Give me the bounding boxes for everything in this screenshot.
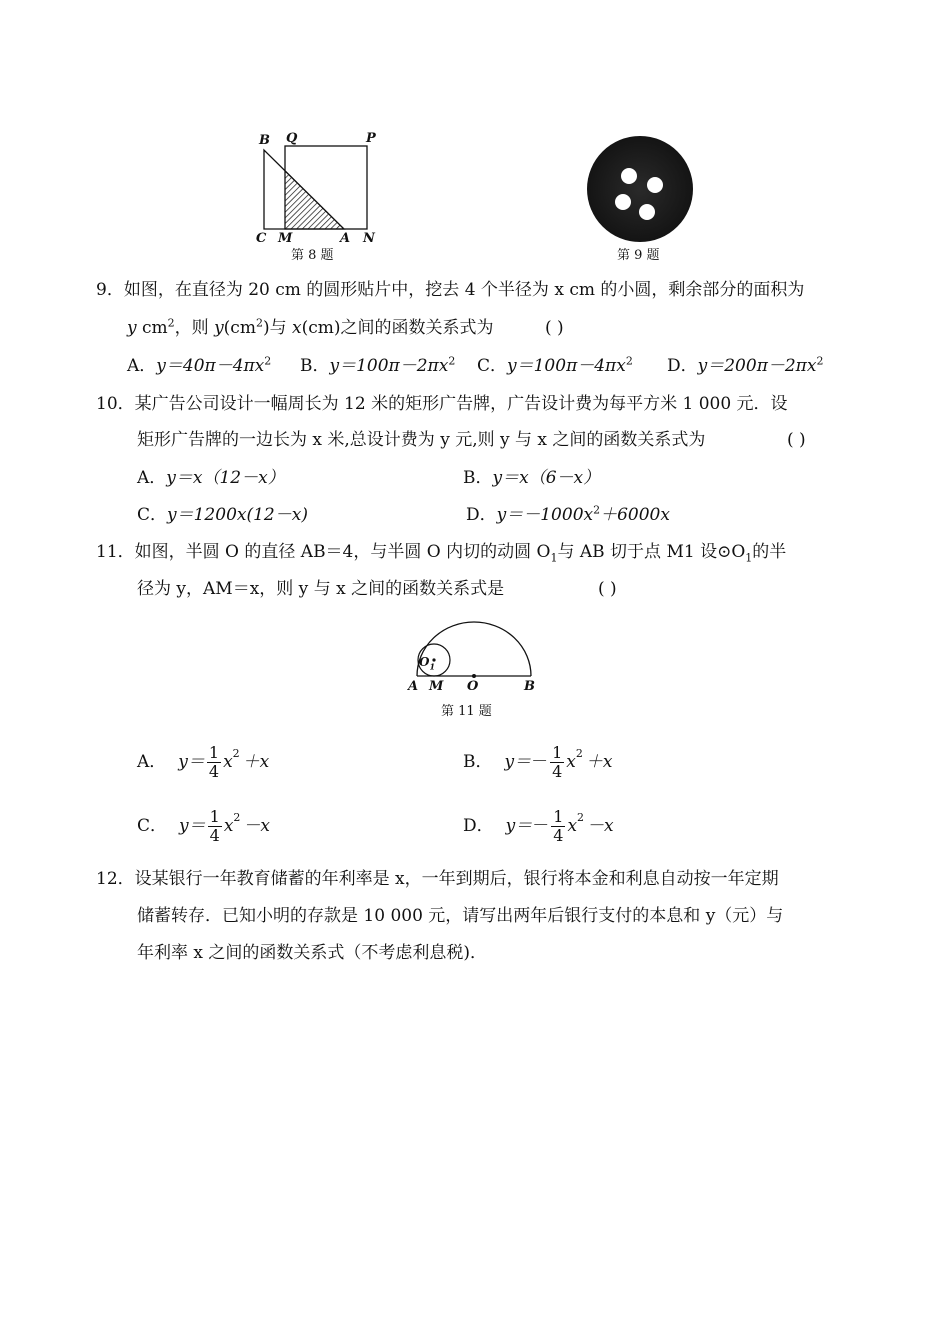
q9-text-then: ，则: [174, 318, 215, 338]
q12-line-3: [137, 941, 487, 965]
q9-number: 9．: [96, 280, 124, 300]
q10-option-D-expr: y＝－1000x: [496, 505, 594, 525]
q11-option-D-sign: －: [532, 816, 550, 836]
q12-stem-line2: 储蓄转存．已知小明的存款是 10 000 元，请写出两年后银行支付的本息和 y（元）与: [137, 906, 784, 926]
q9-option-D[interactable]: [667, 354, 823, 378]
q9-text-relation: (cm)之间的函数关系式为: [301, 318, 494, 338]
q10-option-B-expr: y＝x（6－x）: [492, 468, 601, 488]
figure-8: [250, 128, 390, 248]
q11-stem-line2: 径为 y，AM＝x，则 y 与 x 之间的函数关系式是: [137, 579, 505, 599]
q9-option-A-sup: 2: [264, 354, 272, 368]
q10-option-D-sup: 2: [593, 503, 601, 517]
q11-option-B-label: B．: [463, 752, 493, 772]
q10-option-C-expr: y＝1200x(12－x): [167, 505, 308, 525]
q9-unit-cm: cm: [136, 318, 168, 338]
q11-option-C[interactable]: C． y＝ $\frac{1}{4}$ x $^2$ －x: [137, 806, 270, 845]
q11-option-C-lhs: y＝: [179, 816, 206, 836]
q11-option-B-den: 4: [552, 761, 563, 781]
fig11-label-M: M: [429, 679, 444, 694]
fig11-label-A: A: [408, 679, 419, 694]
q9-sup: 2: [167, 316, 175, 330]
q11-option-A-fraction: [207, 744, 221, 781]
q10-option-D-label: D．: [466, 505, 497, 525]
q11-option-D-x: x: [567, 816, 578, 836]
q11-option-D-label: D．: [463, 816, 494, 836]
q9-option-B-sup: 2: [448, 354, 456, 368]
q9-line-2: [127, 316, 494, 340]
q11-option-B-x: x: [566, 752, 576, 772]
q11-option-D-den: 4: [553, 825, 564, 845]
fig8-label-C: C: [256, 231, 267, 246]
q10-number: 10．: [96, 394, 135, 414]
q10-option-A-label: A．: [137, 468, 167, 488]
q11-number: 11．: [96, 542, 135, 562]
figure-9: [585, 134, 695, 244]
q9-var-x: x: [292, 318, 302, 338]
q9-option-D-expr: y＝200π－2πx: [697, 356, 817, 376]
q11-line-1: [96, 540, 786, 564]
q11-option-A-den: 4: [208, 761, 220, 781]
fig8-label-P: P: [366, 131, 376, 146]
q12-number: 12．: [96, 869, 135, 889]
fig11-label-O1: $O_1$: [419, 655, 436, 672]
q9-option-D-sup: 2: [816, 354, 824, 368]
q11-option-A-x: x: [223, 752, 233, 772]
q11-option-C-den: 4: [209, 825, 220, 845]
q11-stem-c: 的半: [752, 542, 787, 562]
q12-line-2: [137, 904, 783, 928]
fig11-label-O: O: [467, 679, 479, 694]
q11-option-A-lhs: y＝: [178, 752, 205, 772]
q9-option-B-expr: y＝100π－2πx: [329, 356, 449, 376]
q10-stem-line2: 矩形广告牌的一边长为 x 米,总设计费为 y 元,则 y 与 x 之间的函数关系式为: [137, 430, 706, 450]
q10-option-A-expr: y＝x（12－x）: [166, 468, 285, 488]
q11-option-B-sign: －: [531, 752, 549, 772]
q9-var-y2: y: [214, 318, 224, 338]
figure-11: [405, 614, 545, 696]
q9-text-and: )与: [262, 318, 292, 338]
q9-option-A-label: A．: [127, 356, 157, 376]
fig8-label-M: M: [278, 231, 293, 246]
q10-option-C[interactable]: [137, 503, 308, 527]
fig8-label-A: A: [340, 231, 351, 246]
q11-sub-2: 1: [745, 551, 753, 565]
q9-option-C-expr: y＝100π－4πx: [507, 356, 626, 376]
q9-option-C-sup: 2: [625, 354, 633, 368]
q11-option-B-tail: ＋x: [585, 752, 613, 772]
q11-option-D-tail: －x: [587, 816, 614, 836]
q11-stem-a: 如图，半圆 O 的直径 AB＝4，与半圆 O 内切的动圆 O: [134, 542, 551, 562]
q10-option-D[interactable]: [466, 503, 670, 527]
q9-unit-cm2: (cm: [223, 318, 256, 338]
q11-line-2: [137, 577, 504, 601]
q9-option-D-label: D．: [667, 356, 698, 376]
q10-line-2: [137, 428, 705, 452]
q10-option-A[interactable]: [137, 466, 285, 490]
q11-option-B-lhs: y＝: [504, 752, 532, 772]
fig8-label-Q: Q: [286, 131, 298, 146]
q10-stem-line1: 某广告公司设计一幅周长为 12 米的矩形广告牌，广告设计费为每平方米 1 000 元．设: [134, 394, 788, 414]
q11-option-A-label: A．: [137, 752, 167, 772]
figure-8-diagram: [250, 128, 390, 248]
q11-option-C-label: C．: [137, 816, 168, 836]
q11-option-D-fraction: [551, 808, 565, 845]
figure-11-caption: 第 11 题: [441, 704, 492, 719]
q12-stem-line1: 设某银行一年教育储蓄的年利率是 x，一年到期后，银行将本金和利息自动按一年定期: [134, 869, 779, 889]
q9-sup2: 2: [255, 316, 263, 330]
q10-answer-paren[interactable]: ( ): [787, 430, 806, 450]
q11-option-C-num: 1: [209, 806, 220, 826]
q11-option-A-num: 1: [208, 742, 220, 762]
q10-option-C-label: C．: [137, 505, 168, 525]
q11-option-A-tail: ＋x: [242, 752, 270, 772]
q9-var-y: y: [127, 318, 137, 338]
q12-line-1: [96, 867, 779, 891]
q11-answer-paren[interactable]: ( ): [598, 579, 617, 599]
q11-sub-1: 1: [550, 551, 558, 565]
fig8-label-N: N: [363, 231, 375, 246]
figure-8-caption: 第 8 题: [291, 248, 334, 263]
q9-option-A-expr: y＝40π－4πx: [156, 356, 265, 376]
q11-option-D-num: 1: [553, 806, 564, 826]
q11-option-A[interactable]: A． y＝ $\frac{1}{4}$ x $^2$ ＋x: [137, 742, 270, 781]
q9-option-C-label: C．: [477, 356, 508, 376]
q9-line-1: [96, 278, 804, 302]
q9-option-B[interactable]: [300, 354, 455, 378]
fig8-label-B: B: [259, 133, 270, 148]
q11-option-C-x: x: [223, 816, 234, 836]
q10-option-D-tail: ＋6000x: [600, 505, 670, 525]
q9-option-B-label: B．: [300, 356, 330, 376]
figure-9-caption: 第 9 题: [617, 248, 660, 263]
q11-option-D-lhs: y＝: [505, 816, 533, 836]
q11-option-C-tail: －x: [243, 816, 270, 836]
q11-option-B[interactable]: B． y＝ － $\frac{1}{4}$ x $^2$ ＋x: [463, 742, 613, 781]
q9-answer-paren[interactable]: ( ): [545, 318, 564, 338]
q10-option-B[interactable]: [463, 466, 600, 490]
figure-9-diagram: [585, 134, 695, 244]
q9-option-C[interactable]: [477, 354, 633, 378]
q10-line-1: [96, 392, 788, 416]
q11-stem-b: 与 AB 切于点 M1 设⊙O: [557, 542, 746, 562]
q10-option-B-label: B．: [463, 468, 493, 488]
q9-option-A[interactable]: [127, 354, 271, 378]
q11-option-C-fraction: [208, 808, 222, 845]
q9-stem-line1: 如图，在直径为 20 cm 的圆形贴片中，挖去 4 个半径为 x cm 的小圆，剩余部分的面积为: [123, 280, 805, 300]
q11-option-D[interactable]: D． y＝ － $\frac{1}{4}$ x $^2$ －x: [463, 806, 614, 845]
fig11-label-B: B: [524, 679, 535, 694]
q11-option-B-fraction: [550, 744, 564, 781]
q12-stem-line3: 年利率 x 之间的函数关系式（不考虑利息税)．: [137, 943, 488, 963]
q11-option-B-num: 1: [552, 742, 563, 762]
